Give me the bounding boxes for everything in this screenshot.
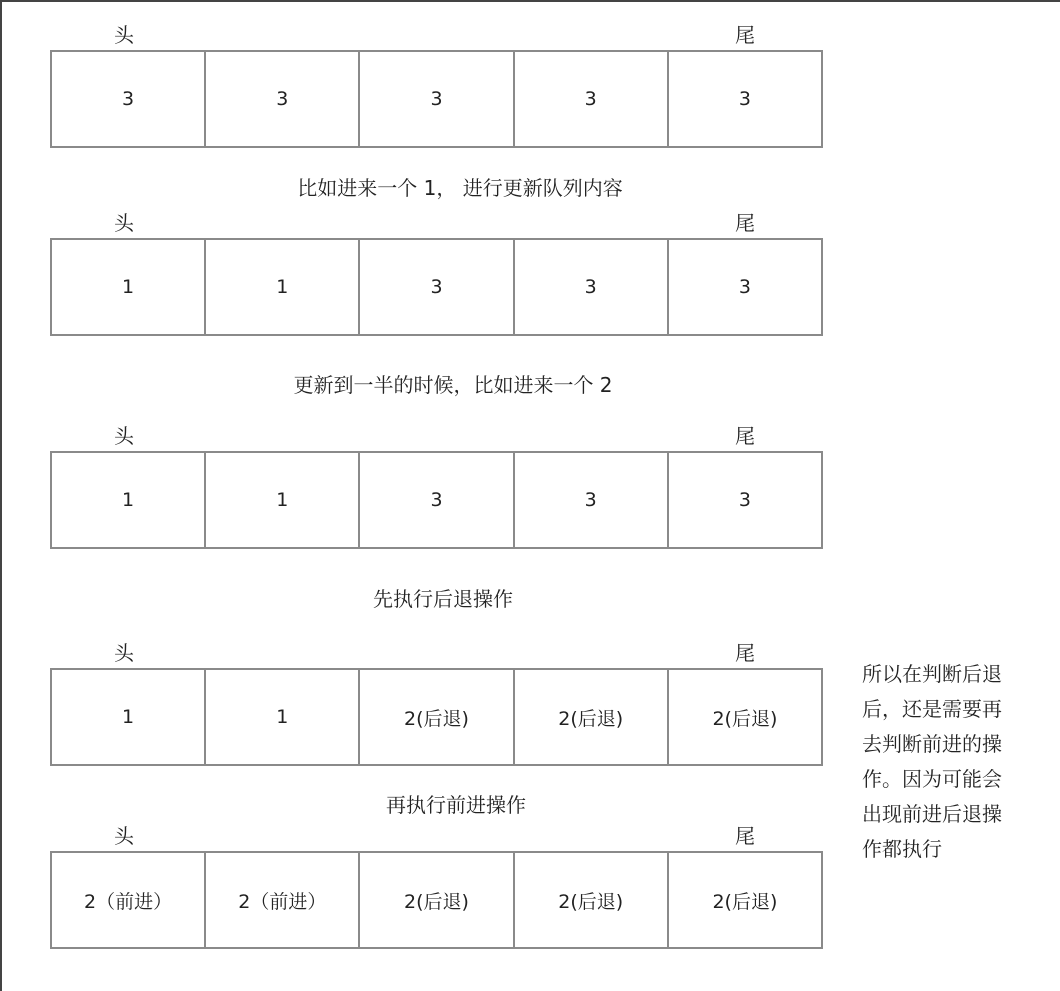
queue-cell: 3 (513, 50, 669, 148)
tail-label: 尾 (735, 211, 755, 235)
queue-row (50, 238, 823, 336)
queue-cell: 2(后退) (358, 851, 514, 949)
side-note-line: 所以在判断后退 (862, 662, 1002, 686)
queue-cell: 2(后退) (667, 668, 823, 766)
queue-cell: 1 (204, 238, 360, 336)
queue-cell: 2(后退) (667, 851, 823, 949)
tail-label: 尾 (735, 641, 755, 665)
queue-row (50, 50, 823, 148)
queue-row (50, 451, 823, 549)
head-label: 头 (114, 641, 134, 665)
caption-2: 更新到一半的时候，比如进来一个 2 (293, 373, 613, 397)
queue-cell: 3 (50, 50, 206, 148)
queue-cell: 2(后退) (513, 851, 669, 949)
queue-cell: 2（前进） (50, 851, 206, 949)
queue-cell: 3 (513, 238, 669, 336)
caption-4: 再执行前进操作 (386, 793, 526, 817)
queue-cell: 3 (204, 50, 360, 148)
side-note-line: 后，还是需要再 (862, 697, 1002, 721)
queue-cell: 3 (358, 50, 514, 148)
side-note-line: 作都执行 (862, 837, 942, 861)
side-note-line: 出现前进后退操 (862, 802, 1002, 826)
head-label: 头 (114, 23, 134, 47)
queue-cell: 1 (50, 668, 206, 766)
queue-cell: 3 (358, 451, 514, 549)
tail-label: 尾 (735, 23, 755, 47)
head-label: 头 (114, 424, 134, 448)
head-label: 头 (114, 211, 134, 235)
queue-cell: 2(后退) (513, 668, 669, 766)
side-note-line: 作。因为可能会 (862, 767, 1002, 791)
queue-cell: 3 (513, 451, 669, 549)
queue-row (50, 668, 823, 766)
caption-1: 比如进来一个 1， 进行更新队列内容 (297, 176, 623, 200)
queue-cell: 3 (667, 238, 823, 336)
tail-label: 尾 (735, 824, 755, 848)
queue-cell: 1 (204, 668, 360, 766)
queue-cell: 1 (204, 451, 360, 549)
side-note-line: 去判断前进的操 (862, 732, 1002, 756)
head-label: 头 (114, 824, 134, 848)
queue-row (50, 851, 823, 949)
queue-cell: 3 (667, 451, 823, 549)
queue-cell: 2(后退) (358, 668, 514, 766)
queue-cell: 1 (50, 451, 206, 549)
queue-cell: 3 (667, 50, 823, 148)
side-note (862, 657, 1042, 867)
queue-cell: 1 (50, 238, 206, 336)
caption-3: 先执行后退操作 (373, 587, 513, 611)
queue-cell: 3 (358, 238, 514, 336)
tail-label: 尾 (735, 424, 755, 448)
queue-cell: 2（前进） (204, 851, 360, 949)
